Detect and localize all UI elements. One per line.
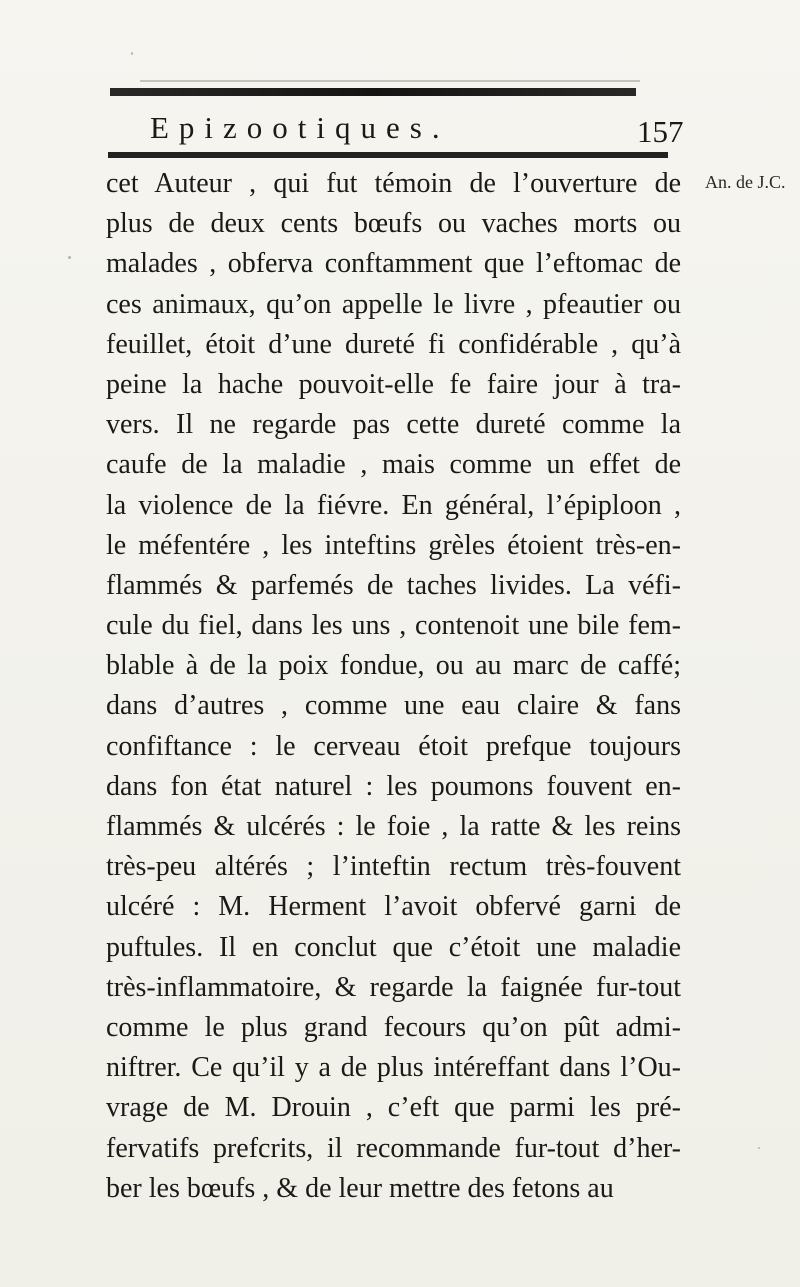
text-line: feuillet, étoit d’une dureté fi confidérable , qu’à bbox=[106, 328, 681, 360]
paper-speck bbox=[131, 52, 133, 55]
text-line: plus de deux cents bœufs ou vaches morts ou bbox=[106, 208, 681, 240]
text-line: ulcéré : M. Herment l’avoit obfervé garni de bbox=[106, 891, 681, 923]
header-thin-rule bbox=[140, 80, 640, 82]
header-rule bbox=[110, 88, 636, 96]
text-line: vers. Il ne regarde pas cette dureté comme la bbox=[106, 409, 681, 441]
page-number: 157 bbox=[637, 114, 684, 149]
text-line: très-inflammatoire, & regarde la faignée fur-tout bbox=[106, 971, 681, 1003]
text-line: très-peu altérés ; l’inteftin rectum très-fouvent bbox=[106, 851, 681, 883]
text-line: caufe de la maladie , mais comme un effet de bbox=[106, 449, 681, 481]
text-line: fervatifs prefcrits, il recommande fur-tout d’her- bbox=[106, 1132, 681, 1164]
paper-speck bbox=[68, 256, 71, 259]
text-line: blable à de la poix fondue, ou au marc de caffé; bbox=[106, 650, 681, 682]
paper-speck bbox=[758, 1147, 760, 1149]
header-bottom-rule bbox=[108, 152, 668, 158]
text-line: dans fon état naturel : les poumons fouvent en- bbox=[106, 770, 681, 802]
text-line: flammés & ulcérés : le foie , la ratte & les reins bbox=[106, 811, 681, 842]
text-line: ces animaux, qu’on appelle le livre , pfeautier ou bbox=[106, 288, 681, 320]
text-line: la violence de la fiévre. En général, l’épiploon , bbox=[106, 489, 681, 521]
text-line: malades , obferva conftamment que l’eftomac de bbox=[106, 248, 681, 280]
body-text bbox=[106, 164, 681, 1209]
text-line: dans d’autres , comme une eau claire & fans bbox=[106, 690, 681, 722]
text-line: niftrer. Ce qu’il y a de plus intéreffant dans l’Ou- bbox=[106, 1052, 681, 1084]
text-line: peine la hache pouvoit-elle fe faire jour à tra- bbox=[106, 368, 681, 400]
text-line: comme le plus grand fecours qu’on pût admi- bbox=[106, 1011, 681, 1043]
running-title: Epizootiques. bbox=[150, 110, 450, 145]
text-line: confiftance : le cerveau étoit prefque toujours bbox=[106, 730, 681, 762]
text-line: ber les bœufs , & de leur mettre des fetons au bbox=[106, 1172, 614, 1204]
text-line: cet Auteur , qui fut témoin de l’ouverture de bbox=[106, 168, 681, 199]
text-line: le méfentére , les inteftins grèles étoient très-en- bbox=[106, 529, 681, 561]
margin-note: An. de J.C. bbox=[705, 172, 786, 192]
text-line: vrage de M. Drouin , c’eft que parmi les pré- bbox=[106, 1092, 681, 1124]
text-line: flammés & parfemés de taches livides. La véfi- bbox=[106, 569, 681, 601]
text-line: puftules. Il en conclut que c’étoit une maladie bbox=[106, 931, 681, 963]
text-line: cule du fiel, dans les uns , contenoit une bile fem- bbox=[106, 610, 681, 642]
